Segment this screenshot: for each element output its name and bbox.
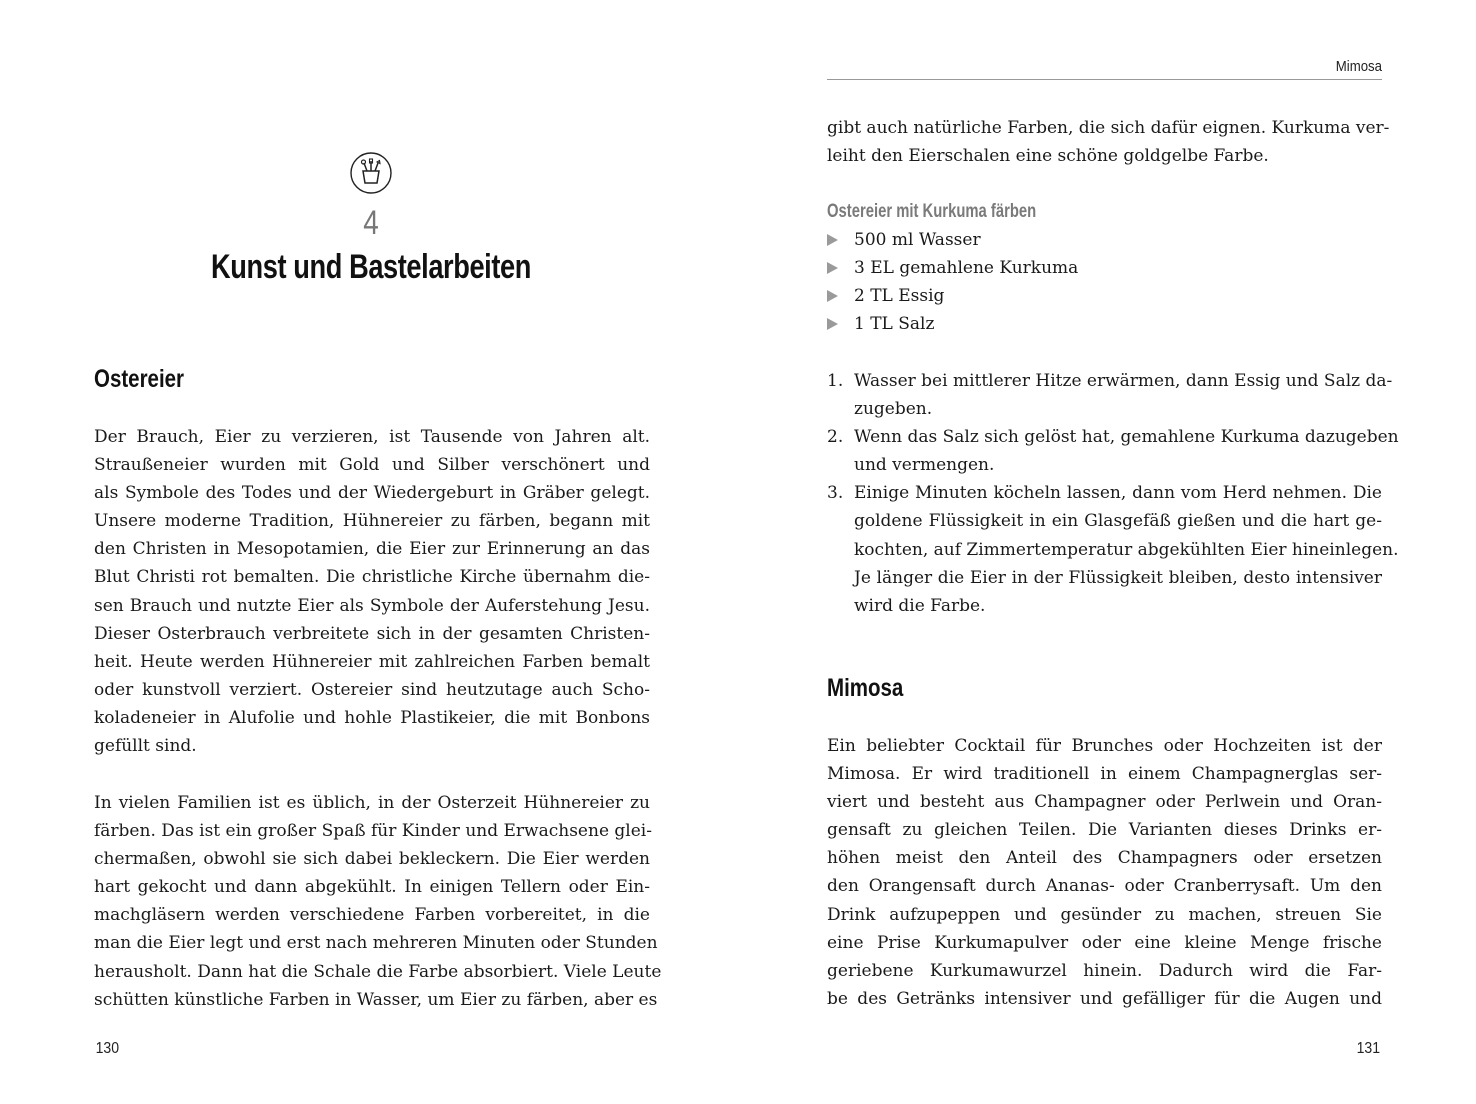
- text-line: Dieser Osterbrauch verbreitete sich in der gesamten Christen-: [94, 623, 650, 644]
- text-line: chermaßen, obwohl sie sich dabei bekleckern. Die Eier werden: [94, 849, 650, 870]
- chapter-title: Kunst und Bastelarbeiten: [211, 248, 531, 286]
- text-line: färben. Das ist ein großer Spaß für Kinder und Erwachsene glei-: [94, 821, 652, 842]
- text-line: höhen meist den Anteil des Champagners oder ersetzen: [827, 848, 1382, 869]
- text-line: Blut Christi rot bemalten. Die christliche Kirche übernahm die-: [94, 567, 650, 588]
- paragraph-ostereier-1: [94, 423, 650, 760]
- list-item: [827, 367, 1393, 423]
- text-line: geriebene Kurkumawurzel hinein. Dadurch wird die Far-: [827, 960, 1382, 981]
- text-line: zugeben.: [854, 399, 933, 420]
- text-line: Wasser bei mittlerer Hitze erwärmen, dann Essig und Salz da-: [854, 371, 1393, 391]
- text-line: oder kunstvoll verziert. Ostereier sind heutzutage auch Scho-: [94, 679, 650, 700]
- ingredient-text: 3 EL gemahlene Kurkuma: [854, 258, 1079, 279]
- text-line: Drink aufzupeppen und gesünder zu machen, streuen Sie: [827, 904, 1382, 925]
- page-number-right: 131: [1356, 1040, 1381, 1057]
- text-line: den Christen in Mesopotamien, die Eier zur Erinnerung an das: [94, 539, 650, 560]
- text-line: In vielen Familien ist es üblich, in der Osterzeit Hühnereier zu: [94, 793, 650, 813]
- paragraph-mimosa: [827, 732, 1382, 1013]
- triangle-bullet-icon: [827, 262, 838, 274]
- text-line: leiht den Eierschalen eine schöne goldgelbe Farbe.: [827, 146, 1269, 167]
- text-line: gensaft zu gleichen Teilen. Die Varianten dieses Drinks er-: [827, 820, 1382, 841]
- text-line: Der Brauch, Eier zu verzieren, ist Tausende von Jahren alt.: [94, 427, 650, 447]
- text-line: heit. Heute werden Hühnereier mit zahlreichen Farben bemalt: [94, 651, 650, 672]
- text-line: man die Eier legt und erst nach mehreren Minuten oder Stunden: [94, 933, 658, 954]
- triangle-bullet-icon: [827, 290, 838, 302]
- text-line: be des Getränks intensiver und gefälliger für die Augen und: [827, 988, 1382, 1009]
- running-head: Mimosa: [1335, 58, 1382, 75]
- header-rule: [827, 79, 1382, 80]
- list-item: [827, 282, 1078, 310]
- text-line: gibt auch natürliche Farben, die sich dafür eignen. Kurkuma ver-: [827, 118, 1390, 138]
- section-heading-ostereier: Ostereier: [94, 365, 185, 393]
- text-line: hart gekocht und dann abgekühlt. In einigen Tellern oder Ein-: [94, 877, 650, 898]
- list-item: [827, 310, 1078, 338]
- list-item: [827, 479, 1399, 619]
- text-line: wird die Farbe.: [854, 595, 986, 616]
- step-list: [827, 367, 1399, 620]
- craft-supplies-cup-icon: [350, 152, 392, 194]
- ingredient-text: 2 TL Essig: [854, 286, 945, 307]
- list-item: [827, 226, 1078, 254]
- step-number: 2.: [827, 427, 844, 448]
- text-line: viert und besteht aus Champagner oder Perlwein und Oran-: [827, 792, 1382, 813]
- text-line: machgläsern werden verschiedene Farben vorbereitet, in die: [94, 905, 650, 926]
- list-item: [827, 423, 1399, 479]
- ingredient-list: [827, 226, 1078, 338]
- text-line: herausholt. Dann hat die Schale die Farbe absorbiert. Viele Leute: [94, 961, 662, 982]
- text-line: kochten, auf Zimmertemperatur abgekühlten Eier hineinlegen.: [854, 539, 1399, 560]
- step-number: 3.: [827, 483, 844, 504]
- text-line: koladeneier in Alufolie und hohle Plastikeier, die mit Bonbons: [94, 707, 650, 728]
- text-line: Mimosa. Er wird traditionell in einem Champagnerglas ser-: [827, 764, 1382, 785]
- text-line: Straußeneier wurden mit Gold und Silber verschönert und: [94, 455, 650, 476]
- right-page: [738, 0, 1476, 1104]
- text-line: als Symbole des Todes und der Wiedergeburt in Gräber gelegt.: [94, 483, 650, 504]
- text-line: und vermengen.: [854, 455, 995, 476]
- text-line: gefüllt sind.: [94, 736, 197, 757]
- text-line: schütten künstliche Farben in Wasser, um Eier zu färben, aber es: [94, 989, 658, 1010]
- ingredient-text: 1 TL Salz: [854, 314, 935, 335]
- text-line: den Orangensaft durch Ananas- oder Cranberrysaft. Um den: [827, 876, 1382, 897]
- text-line: sen Brauch und nutzte Eier als Symbole der Auferstehung Jesu.: [94, 595, 650, 616]
- ingredient-text: 500 ml Wasser: [854, 230, 981, 250]
- triangle-bullet-icon: [827, 234, 838, 246]
- text-line: Wenn das Salz sich gelöst hat, gemahlene Kurkuma dazugeben: [854, 427, 1399, 448]
- text-line: Ein beliebter Cocktail für Brunches oder Hochzeiten ist der: [827, 736, 1382, 756]
- step-number: 1.: [827, 371, 844, 391]
- text-line: Unsere moderne Tradition, Hühnereier zu färben, begann mit: [94, 511, 650, 532]
- triangle-bullet-icon: [827, 318, 838, 330]
- paragraph-continuation: [827, 114, 1390, 170]
- section-heading-mimosa: Mimosa: [827, 674, 904, 702]
- text-line: Einige Minuten köcheln lassen, dann vom Herd nehmen. Die: [854, 483, 1382, 504]
- page-number-left: 130: [95, 1040, 120, 1057]
- text-line: goldene Flüssigkeit in ein Glasgefäß gießen und die hart ge-: [854, 511, 1382, 532]
- chapter-number: 4: [363, 204, 379, 242]
- list-item: [827, 254, 1078, 282]
- text-line: eine Prise Kurkumapulver oder eine kleine Menge frische: [827, 932, 1382, 953]
- text-line: Je länger die Eier in der Flüssigkeit bleiben, desto intensiver: [854, 567, 1382, 588]
- recipe-title: Ostereier mit Kurkuma färben: [827, 201, 1037, 222]
- paragraph-ostereier-2: [94, 789, 662, 1014]
